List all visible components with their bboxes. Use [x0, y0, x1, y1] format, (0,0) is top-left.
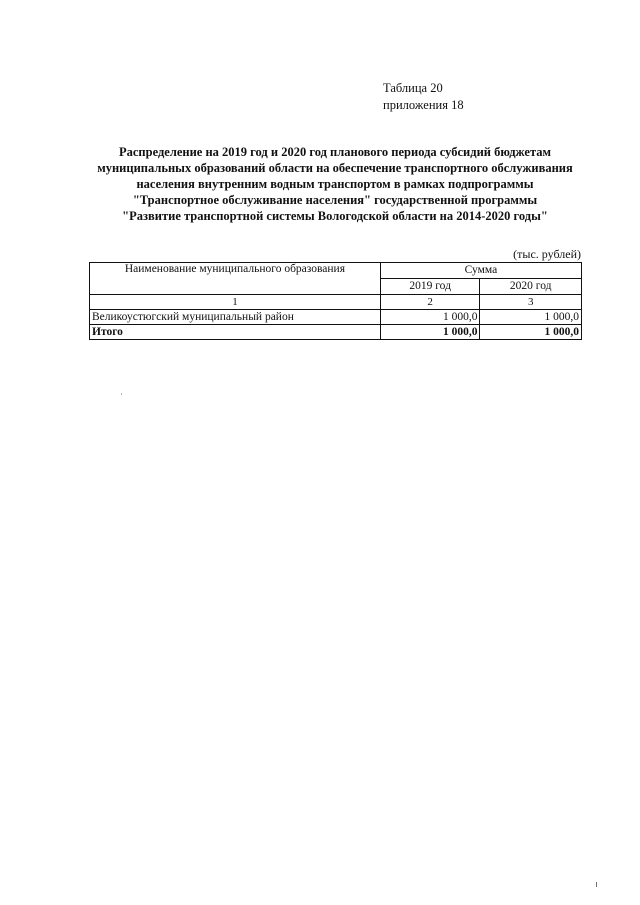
header-municipality: Наименование муниципального образования [90, 263, 381, 295]
table-number: Таблица 20 [383, 81, 443, 95]
scan-speck [596, 882, 597, 887]
table-header-row [90, 263, 582, 279]
table-row [90, 310, 582, 325]
appendix-number: приложения 18 [383, 98, 464, 112]
table-reference [383, 80, 464, 114]
total-row [90, 325, 582, 340]
column-number: 2 [380, 295, 480, 310]
title-line: "Развитие транспортной системы Вологодской области на 2014-2020 годы" [122, 209, 548, 223]
document-title [80, 144, 590, 224]
header-sum: Сумма [380, 263, 581, 279]
subsidy-table [89, 262, 582, 340]
title-line: муниципальных образований области на обеспечение транспортного обслуживания [97, 161, 573, 175]
total-2019: 1 000,0 [380, 325, 480, 340]
title-line: населения внутренним водным транспортом в рамках подпрограммы [136, 177, 534, 191]
units-label: (тыс. рублей) [513, 247, 581, 261]
header-year-2020: 2020 год [480, 279, 582, 295]
total-label: Итого [90, 325, 381, 340]
title-line: "Транспортное обслуживание населения" государственной программы [132, 193, 538, 207]
scan-speck [121, 393, 122, 395]
column-number-row [90, 295, 582, 310]
column-number: 1 [90, 295, 381, 310]
title-line: Распределение на 2019 год и 2020 год планового периода субсидий бюджетам [118, 145, 552, 159]
amount-2019: 1 000,0 [380, 310, 480, 325]
amount-2020: 1 000,0 [480, 310, 582, 325]
header-year-2019: 2019 год [380, 279, 480, 295]
municipality-name: Великоустюгский муниципальный район [90, 310, 381, 325]
total-2020: 1 000,0 [480, 325, 582, 340]
column-number: 3 [480, 295, 582, 310]
